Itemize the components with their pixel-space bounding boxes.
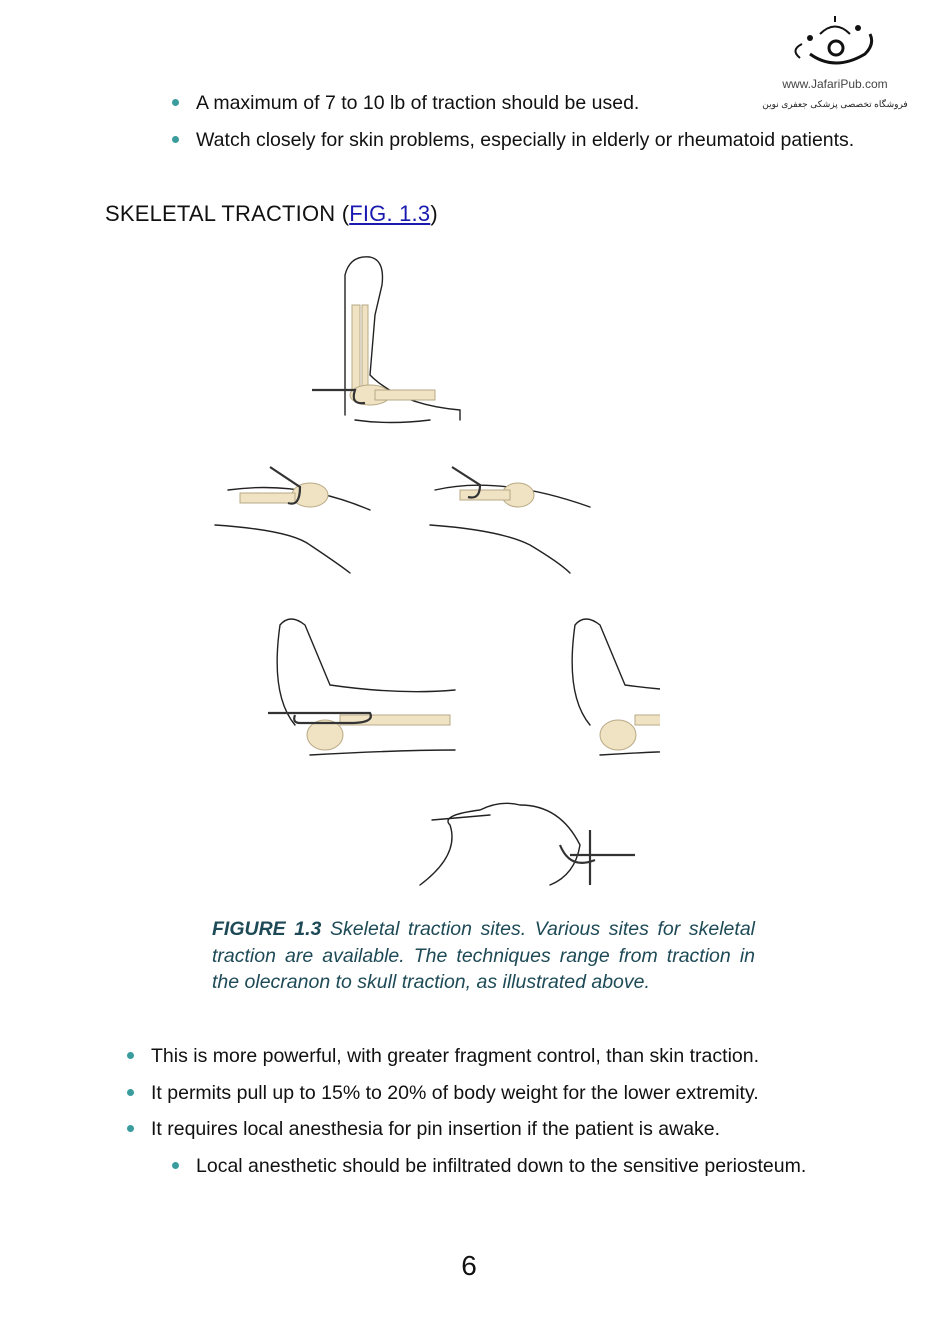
caption-text: Skeletal traction sites. Various sites for skeletal traction are available. The techniques range from traction in the olecranon to skull traction, as illustrated above.: [212, 918, 756, 993]
list-item: It requires local anesthesia for pin insertion if the patient is awake.: [151, 1118, 721, 1140]
bullet-icon: [127, 1125, 134, 1132]
calcaneal-traction-figure-1: [268, 619, 455, 755]
list-item: A maximum of 7 to 10 lb of traction should be used.: [196, 92, 640, 114]
bullet-icon: [127, 1052, 134, 1059]
skull-traction-figure: [420, 803, 635, 885]
list-item: Watch closely for skin problems, especially in elderly or rheumatoid patients.: [196, 129, 855, 151]
figure-caption: [212, 916, 755, 996]
page-number: 6: [461, 1250, 477, 1281]
heading-close: ): [430, 201, 438, 226]
femur-traction-figure-1: [215, 467, 370, 573]
sub-list-item: Local anesthetic should be infiltrated down to the sensitive periosteum.: [196, 1155, 807, 1177]
section-heading: [105, 201, 438, 227]
logo-tagline: فروشگاه تخصصی پزشکی جعفری نوین: [762, 99, 908, 109]
list-item: This is more powerful, with greater fragment control, than skin traction.: [151, 1045, 760, 1067]
sub-bullet-icon: [172, 1162, 179, 1169]
list-item: It permits pull up to 15% to 20% of body weight for the lower extremity.: [151, 1082, 759, 1104]
bullet-icon: [127, 1089, 134, 1096]
bullet-icon: [172, 136, 179, 143]
tibia-traction-figure-1: [430, 467, 590, 573]
figure-link[interactable]: FIG. 1.3: [349, 201, 431, 226]
heading-text: SKELETAL TRACTION (: [105, 201, 350, 226]
calligraphy-logo-icon: [780, 14, 890, 72]
logo-url: www.JafariPub.com: [782, 77, 888, 91]
olecranon-traction-figure: [312, 257, 460, 423]
skeletal-traction-illustration: [200, 245, 660, 895]
calcaneal-traction-figure-2: [572, 619, 660, 755]
bullet-icon: [172, 99, 179, 106]
figure-label: FIGURE 1.3: [212, 918, 322, 940]
